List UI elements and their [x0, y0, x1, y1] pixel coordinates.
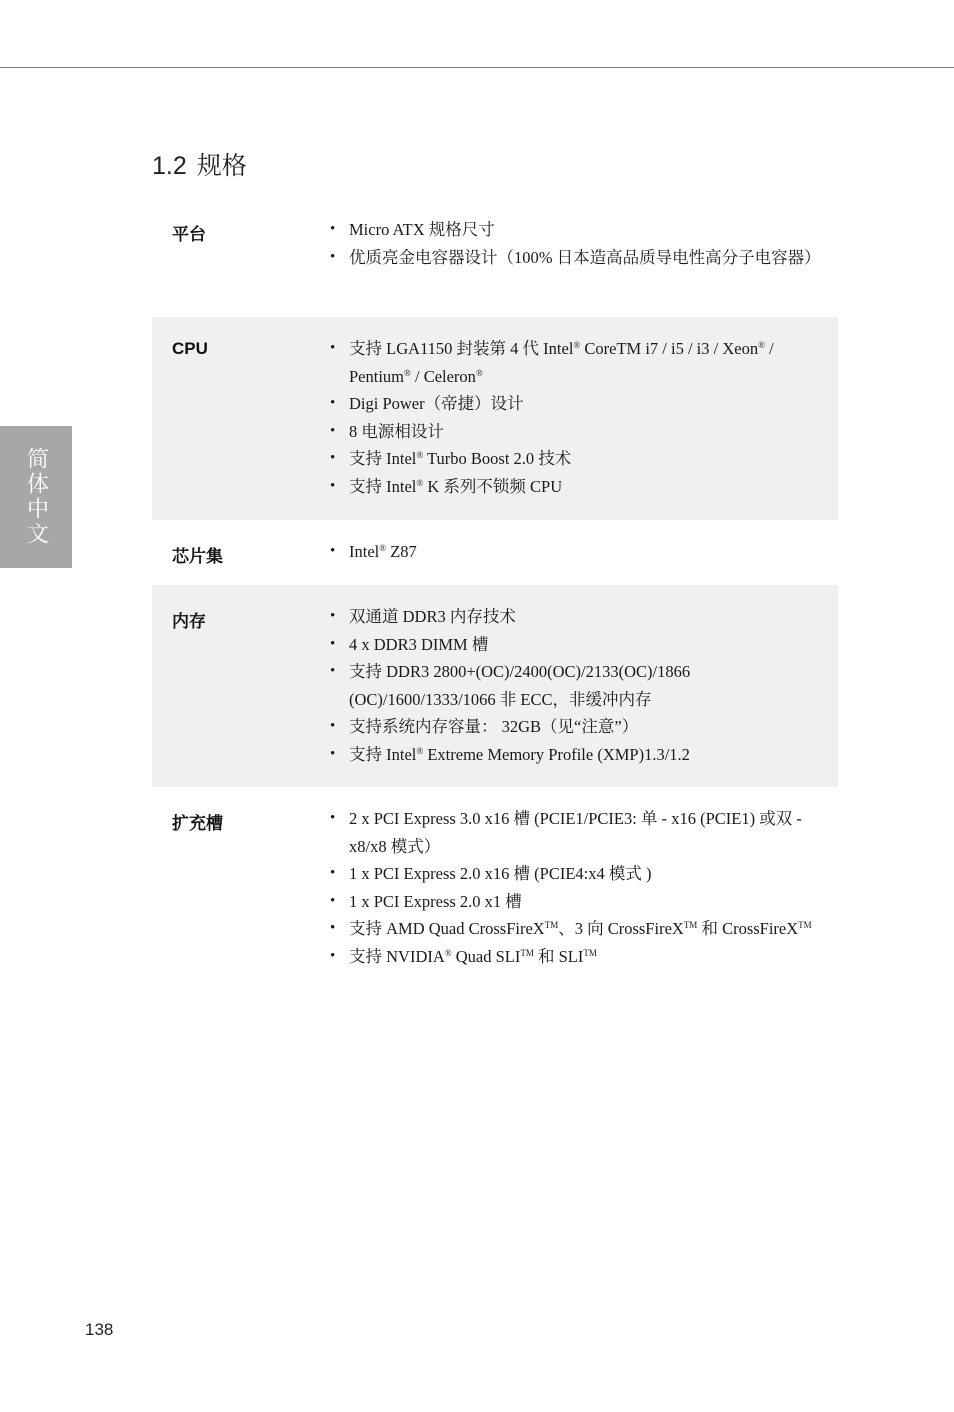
list-item: • 支持 NVIDIA® Quad SLI™ 和 SLI™: [330, 943, 816, 971]
bullet-icon: •: [330, 663, 336, 679]
list-item: • 支持系统内存容量： 32GB（见“注意”）: [330, 713, 816, 741]
spec-row-expansion-slots: [152, 787, 838, 1007]
bullet-icon: •: [330, 865, 336, 881]
bullet-icon: •: [330, 477, 336, 494]
bullet-icon: •: [330, 718, 336, 734]
list-item: • 支持 LGA1150 封装第 4 代 Intel® CoreTM i7 / i5 / i3 / Xeon® / Pentium® / Celeron®: [330, 335, 816, 390]
bullet-icon: •: [330, 221, 336, 237]
list-item: • 2 x PCI Express 3.0 x16 槽 (PCIE1/PCIE3: 单 - x16 (PCIE1) 或双 - x8/x8 模式）: [330, 805, 816, 860]
bullet-icon: •: [330, 635, 336, 652]
language-tab: [0, 426, 72, 568]
bullet-icon: •: [330, 608, 336, 624]
bullet-icon: •: [330, 543, 336, 559]
section-number: 1.2: [152, 152, 187, 180]
list-item: • 优质亮金电容器设计（100% 日本造高品质导电性高分子电容器）: [330, 244, 816, 272]
list-item: • 1 x PCI Express 2.0 x1 槽: [330, 888, 816, 916]
list-item: • 支持 DDR3 2800+(OC)/2400(OC)/2133(OC)/1866 (OC)/1600/1333/1066 非 ECC，非缓冲内存: [330, 658, 816, 713]
spec-list: [330, 335, 816, 500]
section-heading: [152, 146, 247, 182]
spec-row-memory: [152, 585, 838, 787]
list-item: • 1 x PCI Express 2.0 x16 槽 (PCIE4:x4 模式 ): [330, 860, 816, 888]
header-rule: [0, 67, 954, 68]
list-item: • 支持 Intel® K 系列不锁频 CPU: [330, 473, 816, 501]
list-item: • 4 x DDR3 DIMM 槽: [330, 631, 816, 659]
spec-list: [330, 216, 821, 271]
page-number: 138: [85, 1320, 114, 1339]
spec-row-platform: [152, 208, 838, 318]
list-item: • Digi Power（帝捷）设计: [330, 390, 816, 418]
spec-row-chipset: [152, 520, 838, 585]
bullet-icon: •: [330, 947, 336, 964]
spec-list: [330, 538, 816, 566]
bullet-icon: •: [330, 340, 336, 356]
bullet-icon: •: [330, 920, 336, 936]
spec-label: 扩充槽: [172, 814, 223, 834]
spec-list: [330, 603, 816, 768]
bullet-icon: •: [330, 395, 336, 411]
bullet-icon: •: [330, 450, 336, 466]
section-title: 规格: [196, 151, 247, 180]
list-item: • 支持 Intel® Extreme Memory Profile (XMP)1.3/1.2: [330, 741, 816, 769]
language-tab-label: 简体中文: [23, 447, 49, 547]
bullet-icon: •: [330, 892, 336, 909]
bullet-icon: •: [330, 810, 336, 826]
list-item: • 支持 Intel® Turbo Boost 2.0 技术: [330, 445, 816, 473]
list-item: • 8 电源相设计: [330, 418, 816, 446]
spec-list: [330, 805, 816, 970]
list-item: • Micro ATX 规格尺寸: [330, 216, 816, 244]
list-item: • 支持 AMD Quad CrossFireX™、3 向 CrossFireX™ 和 CrossFireX™: [330, 915, 816, 943]
bullet-icon: •: [330, 248, 336, 265]
list-item: • Intel® Z87: [330, 538, 816, 566]
bullet-icon: •: [330, 422, 336, 439]
spec-label: 芯片集: [172, 547, 223, 567]
spec-label: CPU: [172, 339, 208, 358]
spec-row-cpu: [152, 317, 838, 520]
bullet-icon: •: [330, 745, 336, 762]
spec-label: 内存: [172, 612, 206, 632]
spec-label: 平台: [172, 225, 206, 245]
list-item: • 双通道 DDR3 内存技术: [330, 603, 816, 631]
